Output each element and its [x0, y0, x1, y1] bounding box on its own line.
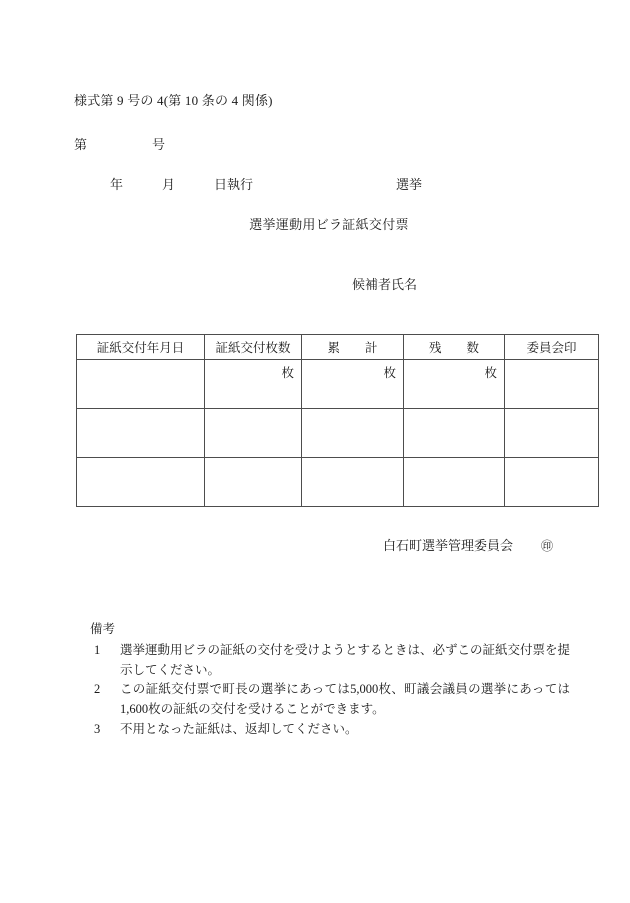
remark-number-1: 1: [94, 642, 101, 657]
execution-date-line: 年 月 日執行 選挙: [110, 177, 423, 192]
column-header-issue-date: 証紙交付年月日: [77, 335, 205, 360]
column-header-issued-count: 証紙交付枚数: [205, 335, 302, 360]
cell-remaining-2[interactable]: [404, 409, 505, 458]
remark-item-2: [90, 680, 570, 720]
cell-committee-seal-1[interactable]: [505, 360, 599, 409]
table-header-row: [77, 335, 599, 360]
committee-name: 白石町選挙管理委員会: [383, 538, 514, 553]
document-number-field: 第 号: [74, 137, 166, 152]
cell-cumulative-3[interactable]: [302, 458, 404, 507]
candidate-name-label: 候補者氏名: [352, 277, 418, 292]
remark-number-3: 3: [94, 721, 101, 736]
cell-issue-date-1[interactable]: [77, 360, 205, 409]
cell-remaining-1[interactable]: 枚: [404, 360, 505, 409]
remark-text-1: 選挙運動用ビラの証紙の交付を受けようとするときは、必ずこの証紙交付票を提示してください。: [120, 642, 571, 677]
table-row: [77, 360, 599, 409]
remark-item-3: [90, 720, 570, 740]
remarks-heading: 備考: [90, 622, 116, 636]
cell-remaining-3[interactable]: [404, 458, 505, 507]
cell-cumulative-1[interactable]: 枚: [302, 360, 404, 409]
cell-issued-count-2[interactable]: [205, 409, 302, 458]
issuing-committee: [370, 519, 553, 570]
seal-stamp-icon: ㊞: [541, 539, 554, 553]
column-header-committee-seal: 委員会印: [505, 335, 599, 360]
column-header-cumulative: 累 計: [302, 335, 404, 360]
form-number: 様式第 9 号の 4(第 10 条の 4 関係): [74, 93, 273, 108]
remark-item-1: [90, 641, 570, 681]
cell-issue-date-3[interactable]: [77, 458, 205, 507]
cell-issued-count-3[interactable]: [205, 458, 302, 507]
page-title: 選挙運動用ビラ証紙交付票: [249, 217, 409, 232]
table-row: [77, 409, 599, 458]
column-header-remaining: 残 数: [404, 335, 505, 360]
cell-issue-date-2[interactable]: [77, 409, 205, 458]
remarks-section: [90, 620, 570, 740]
remark-text-3: 不用となった証紙は、返却してください。: [120, 721, 358, 736]
table-row: [77, 458, 599, 507]
remark-number-2: 2: [94, 682, 101, 697]
certificate-grant-table: [76, 334, 599, 507]
cell-cumulative-2[interactable]: [302, 409, 404, 458]
cell-committee-seal-2[interactable]: [505, 409, 599, 458]
remark-text-2: この証紙交付票で町長の選挙にあっては5,000枚、町議会議員の選挙にあっては1,600枚の証紙の交付を受けることができます。: [120, 682, 570, 716]
cell-issued-count-1[interactable]: 枚: [205, 360, 302, 409]
cell-committee-seal-3[interactable]: [505, 458, 599, 507]
